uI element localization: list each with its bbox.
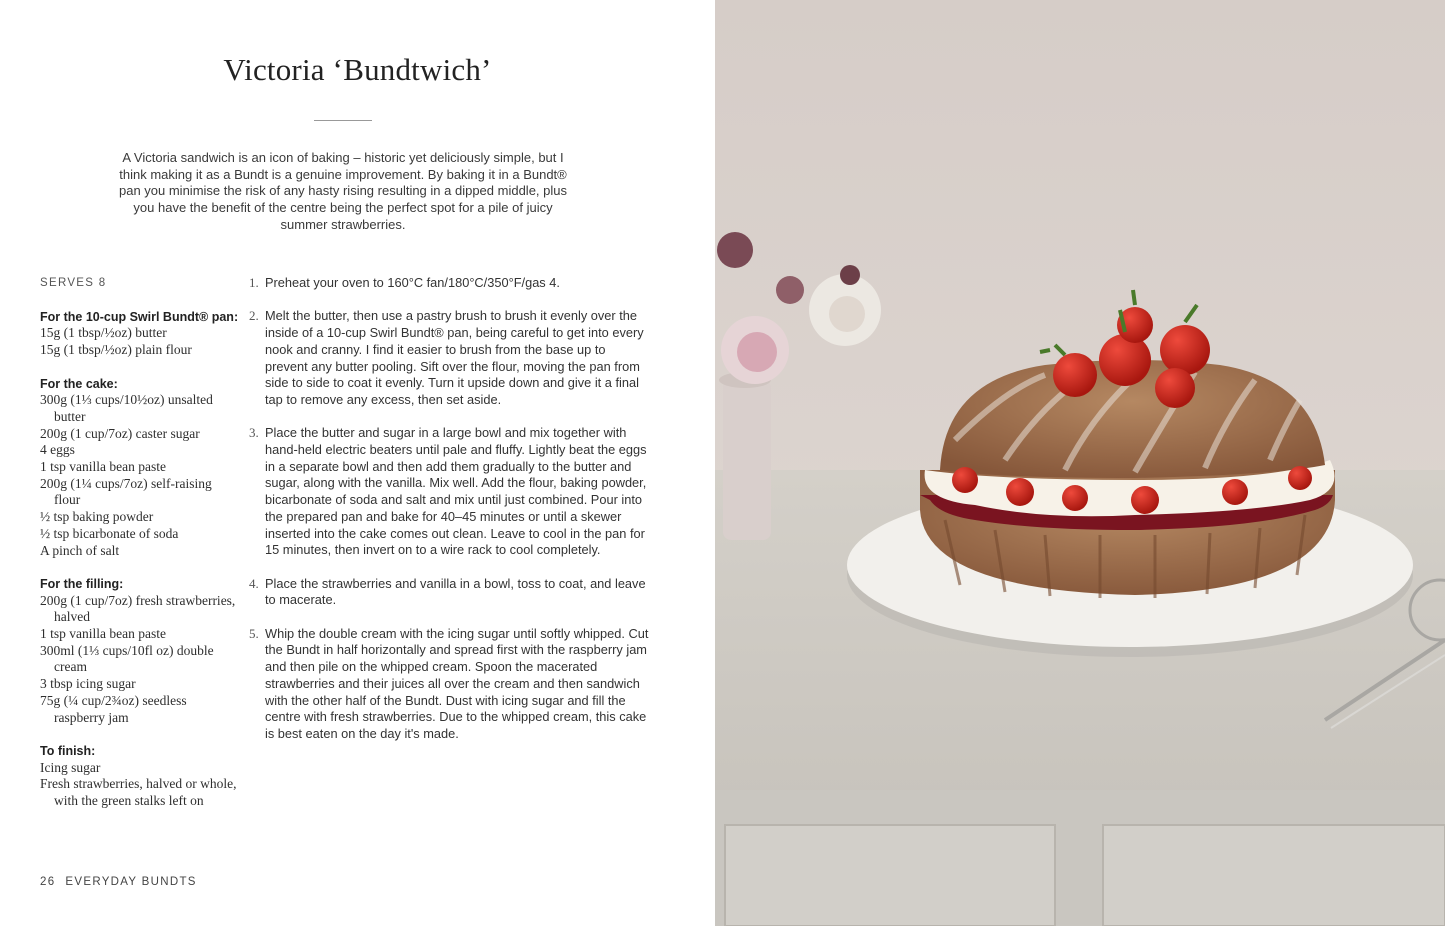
step-text: Whip the double cream with the icing sugar until softly whipped. Cut the Bundt in half horizontally and spread first with the raspberry jam and then pile on the whipped cream. Spoon the macerated strawberries and their juices all over the cream and then sandwich with the other half of the Bundt. Dust with icing sugar and fill the centre with fresh strawberries. Due to the whipped cream, this cake is best eaten on the day it's made.	[265, 625, 649, 741]
ingredient-item: 200g (1¼ cups/7oz) self-raising flour	[40, 475, 212, 508]
ingredient-item: ½ tsp baking powder	[40, 509, 154, 525]
ingredient-item: ½ tsp bicarbonate of soda	[40, 525, 179, 541]
recipe-intro: A Victoria sandwich is an icon of baking – historic yet deliciously simple, but I think making it as a Bundt is a genuine improvement. By baking it in a Bundt® pan you minimise the risk of any hasty rising resulting in a dipped middle, plus you have the benefit of the centre being the perfect spot for a pile of juicy summer strawberries.	[118, 150, 567, 232]
step-text: Place the butter and sugar in a large bowl and mix together with hand-held electric beaters until pale and fluffy. Lightly beat the eggs in a separate bowl and then add them gradually to the butter and sugar, along with the vanilla. Mix well. Add the flour, baking powder, bicarbonate of soda and salt and mix until just combined. Pour into the prepared pan and bake for 40–45 minutes or until a skewer inserted into the cake comes out clean. Leave to cool in the pan for 15 minutes, then invert on to a wire rack to cool completely.	[265, 425, 647, 558]
ingredient-item: 75g (¼ cup/2¾oz) seedless raspberry jam	[40, 692, 187, 725]
step-text: Preheat your oven to 160°C fan/180°C/350°F/gas 4.	[265, 275, 560, 290]
ingredient-item: 15g (1 tbsp/½oz) butter	[40, 325, 167, 341]
step-text: Melt the butter, then use a pastry brush to brush it evenly over the inside of a 10-cup Swirl Bundt® pan, being careful to get into every nook and cranny. I find it easier to brush from the base up to prevent any butter pooling. Sift over the flour, moving the pan from side to side to coat it evenly. Turn it upside down and give it a final tap to remove any excess, then set aside.	[265, 308, 644, 407]
serves-label: SERVES 8	[40, 277, 107, 289]
ingredient-group-heading: To finish:	[40, 743, 96, 758]
method-step	[245, 626, 650, 743]
drawer-left	[725, 825, 1055, 926]
ingredient-item: 1 tsp vanilla bean paste	[40, 459, 166, 475]
ingredient-group-filling	[40, 576, 240, 726]
ingredient-list	[40, 325, 240, 358]
ingredient-item: 300ml (1⅓ cups/10fl oz) double cream	[40, 642, 214, 675]
ingredient-group-cake	[40, 376, 240, 560]
step-number: 2.	[249, 308, 259, 324]
ingredient-item: 4 eggs	[40, 442, 75, 458]
method-step	[245, 275, 650, 292]
ingredient-item: 1 tsp vanilla bean paste	[40, 626, 166, 642]
ingredient-item: A pinch of salt	[40, 542, 120, 558]
step-text: Place the strawberries and vanilla in a bowl, toss to coat, and leave to macerate.	[265, 575, 646, 608]
flower-vase	[723, 380, 771, 540]
astrantia-flower	[717, 232, 753, 268]
step-number: 5.	[249, 625, 259, 641]
step-number: 4.	[249, 575, 259, 591]
ingredient-group-finish	[40, 743, 240, 810]
cake-photo-illustration	[715, 0, 1445, 926]
ingredient-item: 3 tbsp icing sugar	[40, 676, 136, 692]
ingredient-item: 300g (1⅓ cups/10½oz) unsalted butter	[40, 392, 213, 424]
title-divider	[314, 120, 372, 121]
ingredient-item: Fresh strawberries, halved or whole, with the green stalks left on	[40, 776, 237, 809]
drawer-right	[1103, 825, 1445, 926]
ingredient-item: 200g (1 cup/7oz) fresh strawberries, halved	[40, 592, 236, 625]
strawberry	[952, 467, 978, 493]
cake-photo	[715, 0, 1445, 926]
method-step	[245, 308, 650, 408]
ingredient-group-heading: For the filling:	[40, 576, 124, 591]
step-number: 3.	[249, 425, 259, 441]
method-step	[245, 576, 650, 609]
ingredient-item: Icing sugar	[40, 759, 101, 775]
recipe-page	[0, 0, 715, 926]
section-name: EVERYDAY BUNDTS	[65, 876, 197, 888]
ingredient-list	[40, 392, 240, 559]
ingredient-list	[40, 760, 240, 810]
ingredient-group-heading: For the 10-cup Swirl Bundt® pan:	[40, 309, 239, 324]
ingredient-item: 15g (1 tbsp/½oz) plain flour	[40, 342, 192, 358]
ingredient-list	[40, 593, 240, 727]
page-number: 26	[40, 876, 56, 888]
ingredient-group-pan	[40, 309, 240, 359]
top-strawberry	[1053, 353, 1097, 397]
ingredient-group-heading: For the cake:	[40, 376, 118, 391]
page-footer	[40, 876, 197, 888]
method-steps	[245, 275, 650, 759]
recipe-title: Victoria ‘Bundtwich’	[223, 52, 492, 87]
method-step	[245, 425, 650, 559]
step-number: 1.	[249, 275, 259, 290]
ingredient-item: 200g (1 cup/7oz) caster sugar	[40, 425, 200, 441]
ingredients-column	[40, 275, 240, 826]
